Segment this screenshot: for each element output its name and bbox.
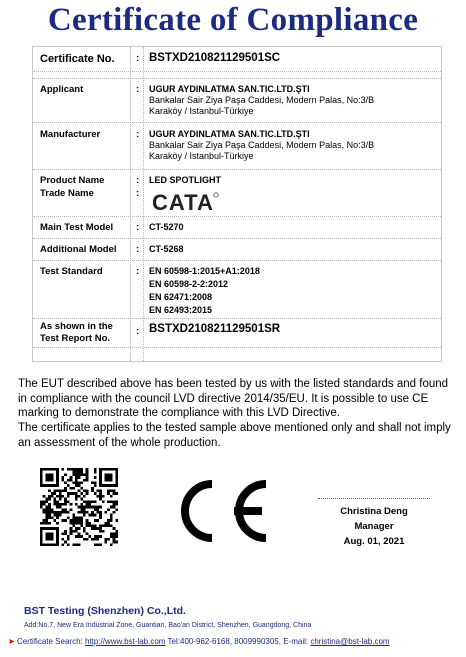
test-standard-item: EN 60598-2-2:2012 [149, 279, 229, 289]
colon: : [136, 326, 140, 337]
applicant-address-line: Bankalar Sair Ziya Paşa Caddesi, Modern Palas, No:3/B [149, 95, 375, 105]
cata-logo [150, 190, 222, 214]
row-divider [33, 260, 441, 261]
certificate-no-label: Certificate No. [40, 53, 115, 65]
row-divider [33, 78, 441, 79]
signatory-role: Manager [354, 521, 394, 532]
applicant-name: UGUR AYDINLATMA SAN.TIC.LTD.ŞTI [149, 84, 310, 94]
colon: : [136, 175, 140, 186]
row-divider [33, 216, 441, 217]
manufacturer-address-city: Karaköy / Istanbul-Türkiye [149, 151, 254, 161]
test-standard-label: Test Standard [40, 266, 103, 277]
colon: : [136, 188, 140, 199]
email-link[interactable]: christina@bst-lab.com [310, 637, 390, 646]
report-no-label-line2: Test Report No. [40, 333, 111, 344]
colon: : [136, 84, 140, 95]
main-test-model-label: Main Test Model [40, 222, 114, 233]
row-divider [33, 238, 441, 239]
test-standard-item: EN 62471:2008 [149, 292, 213, 302]
row-divider [33, 347, 441, 348]
website-link[interactable]: http://www.bst-lab.com [84, 637, 166, 646]
compliance-statement: The EUT described above has been tested by us with the listed standards and found in compliance with the council LVD directive 2014/35/EU. It is possible to use CE marking to demonstrate the compliance with this LVD Directive. [18, 378, 449, 419]
cata-logo-text: CATA [152, 190, 214, 214]
trade-name-label: Trade Name [40, 188, 94, 199]
row-divider [33, 122, 441, 123]
signatory-name: Christina Deng [340, 506, 408, 517]
certificate-search-label: Certificate Search: [16, 637, 83, 646]
manufacturer-name: UGUR AYDINLATMA SAN.TIC.LTD.ŞTI [149, 129, 310, 139]
row-divider [33, 169, 441, 170]
scope-statement: The certificate applies to the tested sample above mentioned only and shall not imply an assessment of the whole production. [18, 422, 451, 449]
colon: : [136, 129, 140, 140]
main-test-model-value: CT-5270 [149, 222, 184, 232]
additional-model-label: Additional Model [40, 244, 117, 255]
company-address: Add:No.7, New Era Industrial Zone, Guantian, Bao'an District, Shenzhen, Guangdong, China [24, 622, 312, 629]
test-standard-item: EN 60598-1:2015+A1:2018 [149, 266, 260, 276]
ce-mark-icon [168, 476, 272, 546]
manufacturer-address-line: Bankalar Sair Ziya Paşa Caddesi, Modern Palas, No:3/B [149, 140, 375, 150]
arrow-right-icon: ➤ [8, 637, 15, 646]
colon: : [136, 244, 140, 255]
report-no-value: BSTXD210821129501SR [149, 323, 281, 335]
colon: : [136, 53, 140, 64]
applicant-address-city: Karaköy / Istanbul-Türkiye [149, 106, 254, 116]
signature-line [318, 498, 430, 499]
product-name-label: Product Name [40, 175, 105, 186]
certificate-no-value: BSTXD210821129501SC [149, 52, 281, 64]
applicant-label: Applicant [40, 84, 84, 95]
contact-info: Tel:400-962-6168, 8009990305, E-mail: [167, 637, 309, 646]
certificate-search-line [8, 637, 390, 646]
column-divider [130, 47, 131, 361]
qr-code [40, 468, 118, 546]
colon: : [136, 222, 140, 233]
signature-date: Aug. 01, 2021 [343, 536, 405, 547]
company-name: BST Testing (Shenzhen) Co.,Ltd. [24, 605, 186, 617]
row-divider [33, 318, 441, 319]
colon: : [136, 266, 140, 277]
product-name-value: LED SPOTLIGHT [149, 175, 221, 185]
column-divider [143, 47, 144, 361]
report-no-label-line1: As shown in the [40, 321, 113, 332]
manufacturer-label: Manufacturer [40, 129, 101, 140]
document-title: Certificate of Compliance [47, 2, 419, 38]
additional-model-value: CT-5268 [149, 244, 184, 254]
test-standard-item: EN 62493:2015 [149, 305, 213, 315]
row-divider [33, 71, 441, 72]
